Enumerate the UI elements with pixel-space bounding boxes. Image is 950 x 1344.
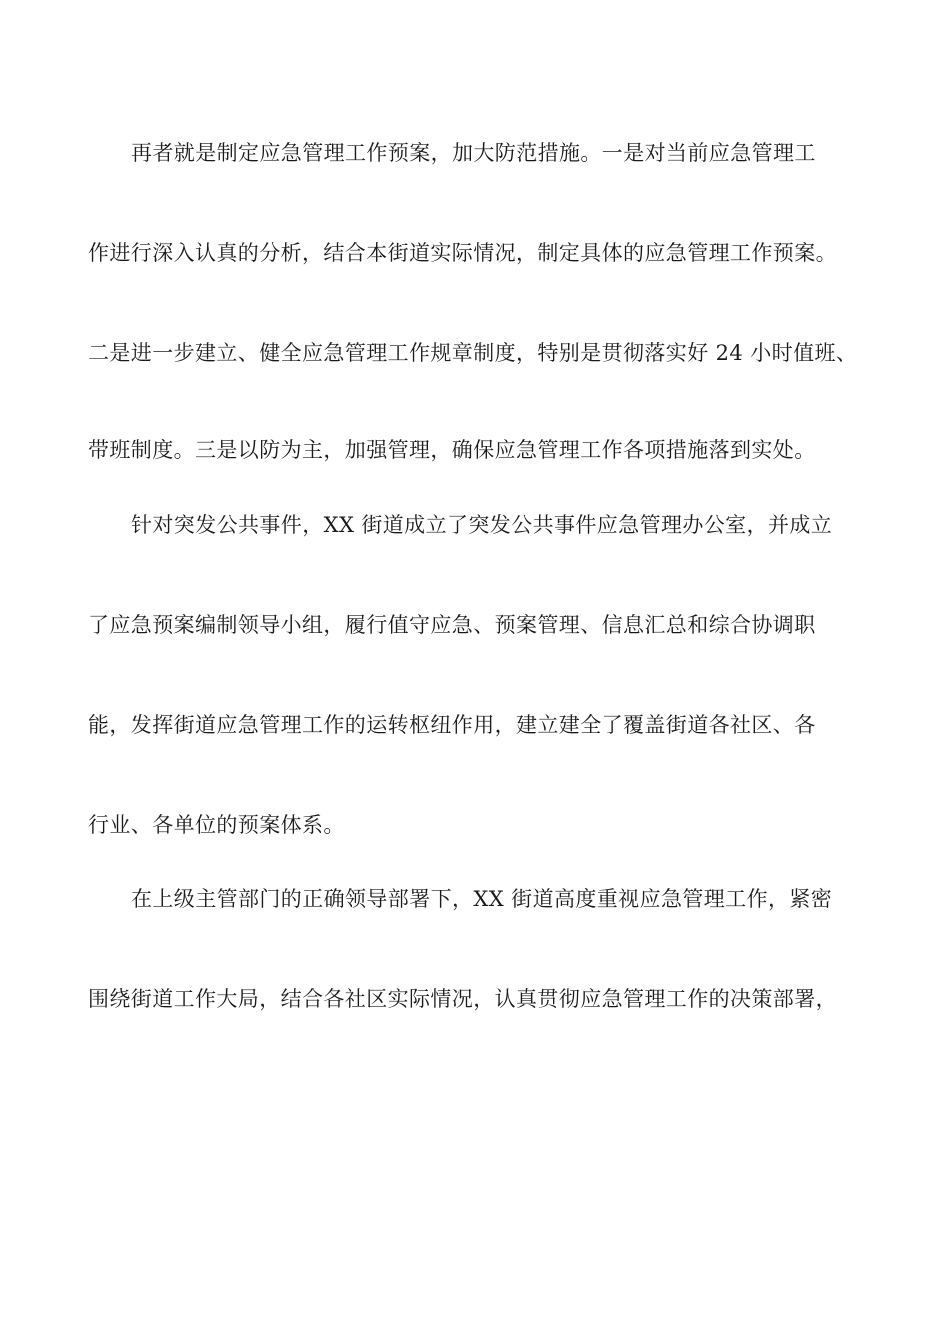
- text-line: 作进行深入认真的分析，结合本街道实际情况，制定具体的应急管理工作预案。: [88, 241, 837, 265]
- text-line: 再者就是制定应急管理工作预案，加大防范措施。一是对当前应急管理工: [131, 141, 816, 165]
- text-line: 针对突发公共事件，XX 街道成立了突发公共事件应急管理办公室，并成立: [131, 513, 833, 537]
- text-line: 二是进一步建立、健全应急管理工作规章制度，特别是贯彻落实好 24 小时值班、: [88, 341, 858, 365]
- text-line: 行业、各单位的预案体系。: [88, 813, 345, 837]
- text-line: 在上级主管部门的正确领导部署下，XX 街道高度重视应急管理工作，紧密: [131, 887, 833, 911]
- text-line: 了应急预案编制领导小组，履行值守应急、预案管理、信息汇总和综合协调职: [88, 613, 816, 637]
- text-line: 能，发挥街道应急管理工作的运转枢纽作用，建立建全了覆盖街道各社区、各: [88, 713, 816, 737]
- text-line: 带班制度。三是以防为主，加强管理，确保应急管理工作各项措施落到实处。: [88, 438, 816, 462]
- text-line: 围绕街道工作大局，结合各社区实际情况，认真贯彻应急管理工作的决策部署，: [88, 987, 837, 1011]
